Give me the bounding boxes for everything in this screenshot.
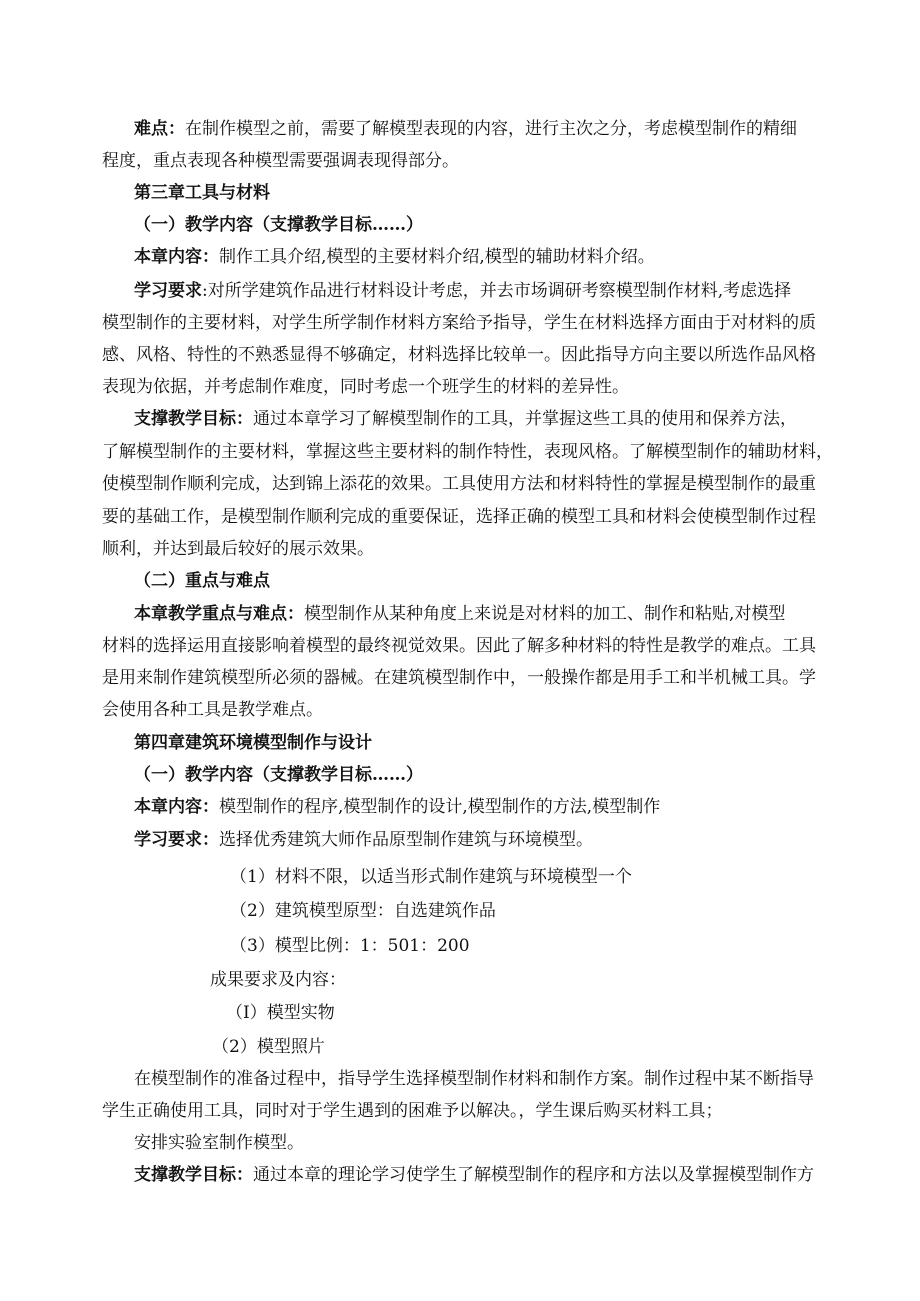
chapter3-requirements-line-3: 感、风格、特性的不熟悉显得不够确定，材料选择比较单一。因此指导方向主要以所选作品风格 (102, 345, 816, 365)
chapter3-requirements-line-4: 表现为依据，并考虑制作难度，同时考虑一个班学生的材料的差异性。 (102, 377, 629, 397)
chapter3-content-text: 制作工具介绍,模型的主要材料介绍,模型的辅助材料介绍。 (219, 247, 655, 267)
chapter3-requirements-text: :对所学建筑作品进行材料设计考虑，并去市场调研考察模型制作材料,考虑选择 (202, 281, 792, 301)
chapter4-title: 第四章建筑环境模型制作与设计 (134, 733, 372, 753)
chapter3-keypoints-line-3: 是用来制作建筑模型所必须的器械。在建筑模型制作中，一般操作都是用手工和半机械工具。学 (102, 668, 816, 688)
requirement-item-3: （3）模型比例：1：501：200 (230, 936, 470, 956)
chapter3-goal-line-2: 了解模型制作的主要材料，掌握这些主要材料的制作特性，表现风格。了解模型制作的辅助材料， (102, 442, 833, 462)
chapter3-content-label: 本章内容： (134, 247, 219, 267)
chapter3-goal-label: 支撑教学目标： (134, 409, 253, 429)
difficulty-paragraph-line-1 (134, 117, 797, 141)
chapter4-goal-text: 通过本章的理论学习使学生了解模型制作的程序和方法以及掌握模型制作方 (253, 1165, 814, 1185)
chapter3-section2-heading: （二）重点与难点 (134, 571, 270, 591)
chapter3-goal-text: 通过本章学习了解模型制作的工具，并掌握这些工具的使用和保养方法， (253, 409, 797, 429)
guidance-line-3: 安排实验室制作模型。 (134, 1133, 304, 1153)
requirement-item-2: （2）建筑模型原型：自选建筑作品 (230, 901, 496, 921)
difficulty-label: 难点： (134, 119, 185, 139)
chapter3-requirements-line-2: 模型制作的主要材料，对学生所学制作材料方案给予指导，学生在材料选择方面由于对材料的质 (102, 313, 816, 333)
chapter4-content-text: 模型制作的程序,模型制作的设计,模型制作的方法,模型制作 (219, 797, 661, 817)
difficulty-text: 在制作模型之前，需要了解模型表现的内容，进行主次之分，考虑模型制作的精细 (185, 119, 797, 139)
chapter4-content-label: 本章内容： (134, 797, 219, 817)
chapter3-requirements-label: 学习要求 (134, 281, 202, 301)
chapter3-goal-line-5: 顺利，并达到最后较好的展示效果。 (102, 539, 374, 559)
difficulty-paragraph-line-2: 程度，重点表现各种模型需要强调表现得部分。 (102, 151, 459, 171)
chapter3-section1-heading: （一）教学内容（支撑教学目标……） (134, 215, 423, 235)
chapter3-goal-line-4: 要的基础工作，是模型制作顺利完成的重要保证，选择正确的模型工具和材料会使模型制作过程 (102, 507, 816, 527)
chapter4-content-line (134, 795, 660, 819)
chapter4-section1-heading: （一）教学内容（支撑教学目标……） (134, 765, 423, 785)
guidance-line-2: 学生正确使用工具，同时对于学生遇到的困难予以解决。，学生课后购买材料工具； (102, 1101, 723, 1121)
chapter4-goal-line-1 (134, 1163, 814, 1187)
requirement-item-1: （1）材料不限，以适当形式制作建筑与环境模型一个 (230, 867, 632, 887)
chapter3-keypoints-line-2: 材料的选择运用直接影响着模型的最终视觉效果。因此了解多种材料的特性是教学的难点。工具 (102, 636, 816, 656)
chapter4-goal-label: 支撑教学目标： (134, 1165, 253, 1185)
result-requirements-title: 成果要求及内容： (210, 970, 346, 990)
guidance-line-1: 在模型制作的准备过程中，指导学生选择模型制作材料和制作方案。制作过程中某不断指导 (134, 1069, 814, 1089)
chapter3-goal-line-1 (134, 407, 797, 431)
chapter4-requirements-line (134, 828, 593, 852)
chapter3-keypoints-line-1 (134, 602, 785, 626)
chapter3-keypoints-text: 模型制作从某种角度上来说是对材料的加工、制作和粘贴,对模型 (304, 604, 786, 624)
chapter3-content-line (134, 245, 655, 269)
chapter4-requirements-text: 选择优秀建筑大师作品原型制作建筑与环境模型。 (219, 830, 593, 850)
chapter3-keypoints-label: 本章教学重点与难点： (134, 604, 304, 624)
chapter3-goal-line-3: 使模型制作顺利完成，达到锦上添花的效果。工具使用方法和材料特性的掌握是模型制作的最重 (102, 474, 816, 494)
chapter3-requirements-line-1 (134, 279, 791, 303)
chapter3-keypoints-line-4: 会使用各种工具是教学难点。 (102, 700, 323, 720)
result-item-2: （2）模型照片 (212, 1037, 325, 1057)
chapter3-title: 第三章工具与材料 (134, 183, 270, 203)
chapter4-requirements-label: 学习要求： (134, 830, 219, 850)
result-item-1: （I）模型实物 (226, 1003, 335, 1023)
